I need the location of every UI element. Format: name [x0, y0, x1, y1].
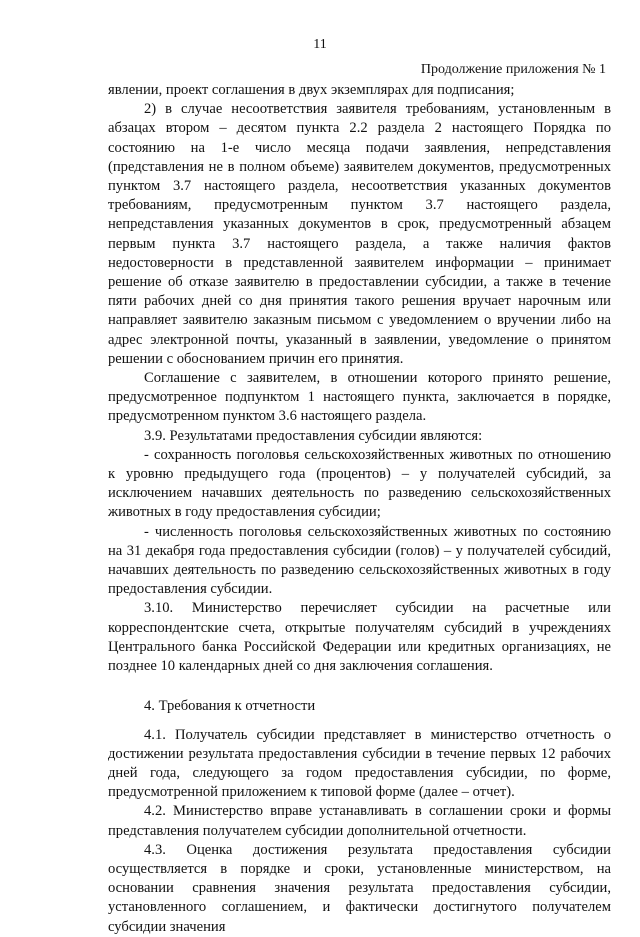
paragraph-reporting-4-2: 4.2. Министерство вправе устанавливать в соглашении сроки и формы представления получателем субсидии дополнительной отчетности. [108, 803, 611, 839]
section-heading-reporting: 4. Требования к отчетности [144, 698, 316, 715]
appendix-continuation-note: Продолжение приложения № 1 [420, 62, 606, 77]
list-item-livestock-preservation: - сохранность поголовья сельскохозяйственных животных по отношению к уровню предыдущего года (процентов) – у получателей субсидий, за исключением начавших деятельность по разведению сельскохозяйственных животных в году предоставления субсидии; [108, 446, 611, 521]
paragraph-reporting-4-3: 4.3. Оценка достижения результата предоставления субсидии осуществляется в порядке и сроки, установленные министерством, на основании сравнения значения результата предоставления субсидии, установленного соглашением, и фактически достигнутого получателем субсидии значения [108, 841, 611, 935]
paragraph-continued: явлении, проект соглашения в двух экземплярах для подписания; [108, 82, 515, 98]
paragraph-refusal-decision: 2) в случае несоответствия заявителя требованиям, установленным в абзацах втором – десятом пункта 2.2 раздела 2 настоящего Порядка по состоянию на 1-е число месяца подачи заявления, непредставления (представления не в полном объеме) заявителем документов, предусмотренных пунктом 3.7 настоящего раздела, несоответствия указанных документов требованиям, предусмотренным пунктом 3.7 настоящего раздела, непредставления указанных документов в срок, предусмотренный абзацем первым пункта 3.7 настоящего раздела, а также наличия фактов недостоверности в представленной заявителем информации – принимает решение об отказе заявителю в предоставлении субсидии, а также в течение пяти рабочих дней со дня принятия такого решения вручает нарочным или направляет заявителю заказным письмом с уведомлением о вручении либо на адрес электронной почты, указанный в заявлении, уведомление о принятом решении с обоснованием причин его принятия. [108, 101, 611, 367]
paragraph-agreement-procedure: Соглашение с заявителем, в отношении которого принято решение, предусмотренное подпунктом 1 настоящего пункта, заключается в порядке, предусмотренном пунктом 3.6 настоящего раздела. [108, 370, 611, 425]
paragraph-reporting-4-1: 4.1. Получатель субсидии представляет в министерство отчетность о достижении результата предоставления субсидии в течение первых 12 рабочих дней года, следующего за годом предоставления субсидии, по форме, предусмотренной приложением к типовой форме (далее – отчет). [108, 726, 611, 801]
paragraph-subsidy-transfer: 3.10. Министерство перечисляет субсидии на расчетные или корреспондентские счета, открытые получателям субсидий в учреждениях Центрального банка Российской Федерации или кредитных организациях, не позднее 10 календарных дней со дня заключения соглашения. [108, 600, 611, 675]
page-number: 11 [313, 37, 327, 52]
paragraph-results-intro: 3.9. Результатами предоставления субсидии являются: [144, 427, 483, 444]
document-body [108, 81, 611, 937]
list-item-livestock-count: - численность поголовья сельскохозяйственных животных по состоянию на 31 декабря года предоставления субсидии (голов) – у получателей субсидий, начавших деятельность по разведению сельскохозяйственных животных в году предоставления субсидии. [108, 523, 611, 598]
